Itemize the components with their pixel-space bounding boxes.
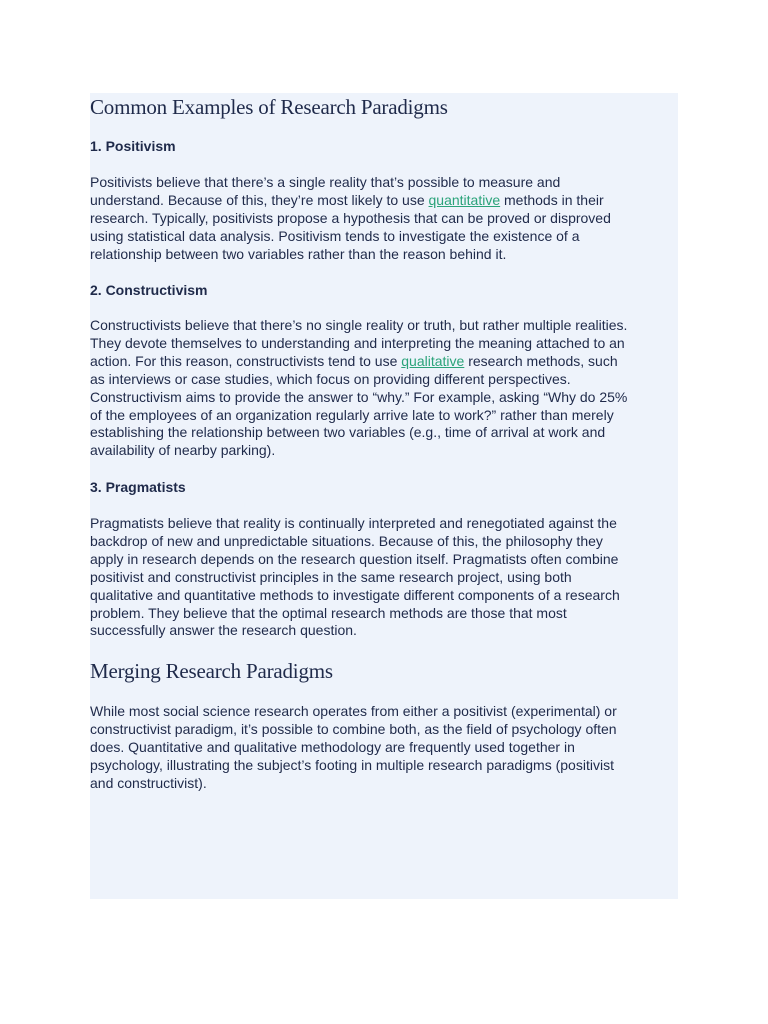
text-line: constructivist paradigm, it’s possible to combine both, as the field of psychology often (90, 720, 617, 737)
paragraph-positivism (90, 174, 672, 264)
quantitative-link[interactable]: quantitative (428, 191, 501, 208)
heading-research-paradigms: Common Examples of Research Paradigms (90, 95, 448, 119)
text-line: positivist and constructivist principles in the same research project, using both (90, 568, 572, 585)
text-line: does. Quantitative and qualitative methodology are frequently used together in (90, 738, 575, 755)
text-line: They devote themselves to understanding and interpreting the meaning attached to an (90, 334, 625, 351)
text-line: Positivists believe that there’s a single reality that’s possible to measure and (90, 174, 561, 190)
text-run: understand. Because of this, they’re most likely to use (90, 191, 429, 208)
text-line: Constructivism aims to provide the answer to “why.” For example, asking “Why do 25% (90, 388, 628, 405)
text-line: psychology, illustrating the subject’s footing in multiple research paradigms (positivist (90, 756, 614, 773)
heading-pragmatists: 3. Pragmatists (90, 479, 186, 495)
document-content (90, 93, 678, 899)
text-line: as interviews or case studies, which focus on providing different perspectives. (90, 370, 571, 387)
text-line: relationship between two variables rather than the reason behind it. (90, 245, 507, 262)
text-run: research methods, such (464, 352, 618, 369)
heading-merging-paradigms: Merging Research Paradigms (90, 659, 333, 683)
text-line: and constructivist). (90, 774, 207, 791)
text-line: qualitative and quantitative methods to investigate different components of a research (90, 586, 620, 603)
text-line: availability of nearby parking). (90, 442, 276, 459)
text-line: apply in research depends on the research question itself. Pragmatists often combine (90, 550, 619, 567)
text-run: methods in their (500, 191, 604, 208)
text-line: problem. They believe that the optimal research methods are those that most (90, 604, 567, 621)
text-line (90, 353, 672, 371)
text-line: using statistical data analysis. Positivism tends to investigate the existence of a (90, 227, 580, 244)
paragraph-merging (90, 703, 672, 793)
text-line: Constructivists believe that there’s no single reality or truth, but rather multiple realities. (90, 317, 628, 333)
text-line: Pragmatists believe that reality is continually interpreted and renegotiated against the (90, 515, 617, 531)
qualitative-link[interactable]: qualitative (401, 352, 465, 369)
text-line: establishing the relationship between two variables (e.g., time of arrival at work and (90, 424, 606, 441)
text-line: successfully answer the research question. (90, 622, 357, 639)
text-line (90, 192, 672, 210)
text-line: While most social science research operates from either a positivist (experimental) or (90, 703, 617, 719)
text-line: backdrop of new and unpredictable situations. Because of this, the philosophy they (90, 532, 603, 549)
heading-positivism: 1. Positivism (90, 138, 176, 154)
paragraph-pragmatists (90, 515, 672, 640)
text-line: of the employees of an organization regularly arrive late to work?” rather than merely (90, 406, 614, 423)
text-line: research. Typically, positivists propose a hypothesis that can be proved or disproved (90, 209, 611, 226)
heading-constructivism: 2. Constructivism (90, 282, 208, 298)
text-run: action. For this reason, constructivists tend to use (90, 352, 402, 369)
paragraph-constructivism (90, 317, 672, 460)
